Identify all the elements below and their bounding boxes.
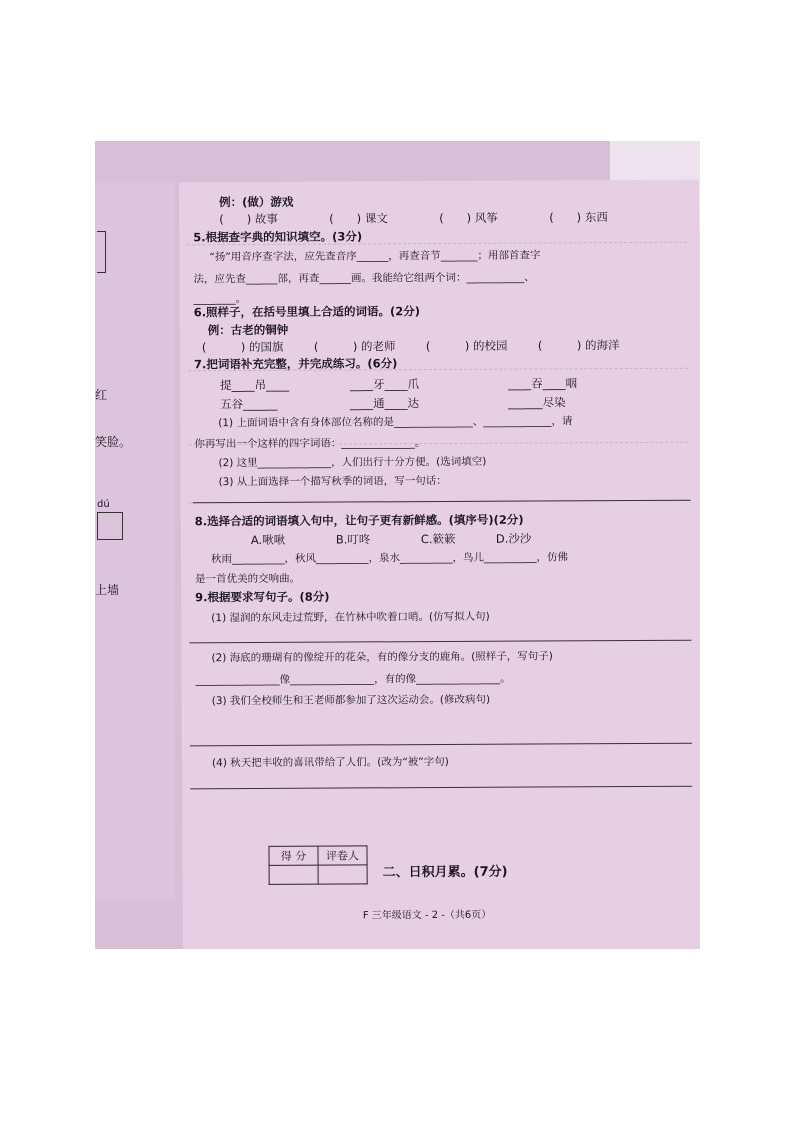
q5-line: 法，应先查______部，再查______画。我能给它组两个词：___________、 xyxy=(193,271,535,286)
q4-item: ( ) 风筝 xyxy=(439,210,498,226)
q5-line: ________。 xyxy=(193,293,247,306)
left-fragment: dú xyxy=(97,499,110,510)
score-header: 得 分 xyxy=(269,846,318,865)
left-fragment: 上墙 xyxy=(95,583,120,597)
q7-title: 7.把词语补充完整，并完成练习。(6分) xyxy=(193,356,398,372)
q8-title: 8.选择合适的词语填入句中，让句子更有新鲜感。(填序号)(2分) xyxy=(194,512,524,529)
q7-word: ____牙____爪 xyxy=(350,377,420,392)
grader-cell xyxy=(318,865,367,884)
q6-item: ( ) 的老师 xyxy=(313,339,396,354)
q7-word: 五谷______ xyxy=(220,396,278,412)
exam-photo xyxy=(95,141,700,949)
score-cell xyxy=(269,865,318,884)
left-fragment: 红 xyxy=(95,388,108,402)
grader-header: 评卷人 xyxy=(318,846,367,865)
q6-item: ( ) 的海洋 xyxy=(537,338,620,353)
q5-title: 5.根据查字典的知识填空。(3分) xyxy=(193,229,363,245)
q6-example: 例：古老的铜钟 xyxy=(207,322,289,338)
q9-s2-fill: ________________像________________，有的像________________。 xyxy=(195,672,511,687)
q7-sub2: (2) 这里______________，人们出行十分方便。(选词填空) xyxy=(218,455,487,470)
q6-title: 6.照样子，在括号里填上合适的词语。(2分) xyxy=(193,304,421,320)
q6-item: ( ) 的国旗 xyxy=(201,339,284,355)
q7-word: ____吞____咽 xyxy=(508,376,578,391)
q7-sub3: (3) 从上面选择一个描写秋季的词语，写一句话： xyxy=(218,474,447,489)
q7-sub1: (1) 上面词语中含有身体部位名称的是_______________、_____________，请 xyxy=(218,415,573,430)
left-page-edge xyxy=(95,181,175,901)
q8-option: D.沙沙 xyxy=(495,531,532,546)
left-fragment: 笑脸。 xyxy=(95,435,132,449)
q4-item: ( ) 故事 xyxy=(219,211,278,227)
q9-title: 9.根据要求写句子。(8分) xyxy=(195,589,330,605)
q7-word: ______尽染 xyxy=(508,395,566,410)
q6-item: ( ) 的校园 xyxy=(425,338,508,354)
q8-option: B.叮咚 xyxy=(335,532,371,547)
q8-option: A.啾啾 xyxy=(250,532,286,547)
exam-paper xyxy=(179,180,700,949)
q5-line: “扬”用音序查字法，应先查音序______，再查音节_______；用部首查字 xyxy=(209,249,541,264)
q4-item: ( ) 东西 xyxy=(549,210,608,225)
q7-sub1: 你再写出一个这样的四字词语：______________。 xyxy=(194,437,426,451)
q9-s2: (2) 海底的珊瑚有的像绽开的花朵，有的像分支的鹿角。(照样子，写句子) xyxy=(211,650,553,665)
page-footer: F 三年级语文 - 2 -（共6页） xyxy=(362,909,492,922)
q9-s1: (1) 湿润的东风走过荒野，在竹林中吹着口哨。(仿写拟人句) xyxy=(211,610,490,625)
q9-s3: (3) 我们全校师生和王老师都参加了这次运动会。(修改病句) xyxy=(211,693,491,708)
score-table xyxy=(268,845,367,885)
q8-line: 秋雨__________，秋风__________，泉水__________，鸟儿__________，仿佛 xyxy=(210,551,568,566)
section-2-title: 二、日积月累。(7分) xyxy=(382,864,508,881)
q7-word: ____通____达 xyxy=(350,396,420,411)
q8-option: C.簌簌 xyxy=(420,531,456,547)
q9-s4: (4) 秋天把丰收的喜讯带给了人们。(改为“被”字句) xyxy=(211,755,449,770)
q4-item: ( ) 课文 xyxy=(329,211,388,226)
q8-line: 是一首优美的交响曲。 xyxy=(195,572,301,586)
q7-word: 提____吊____ xyxy=(220,377,290,393)
q4-example: 例：(做）游戏 xyxy=(219,194,294,210)
